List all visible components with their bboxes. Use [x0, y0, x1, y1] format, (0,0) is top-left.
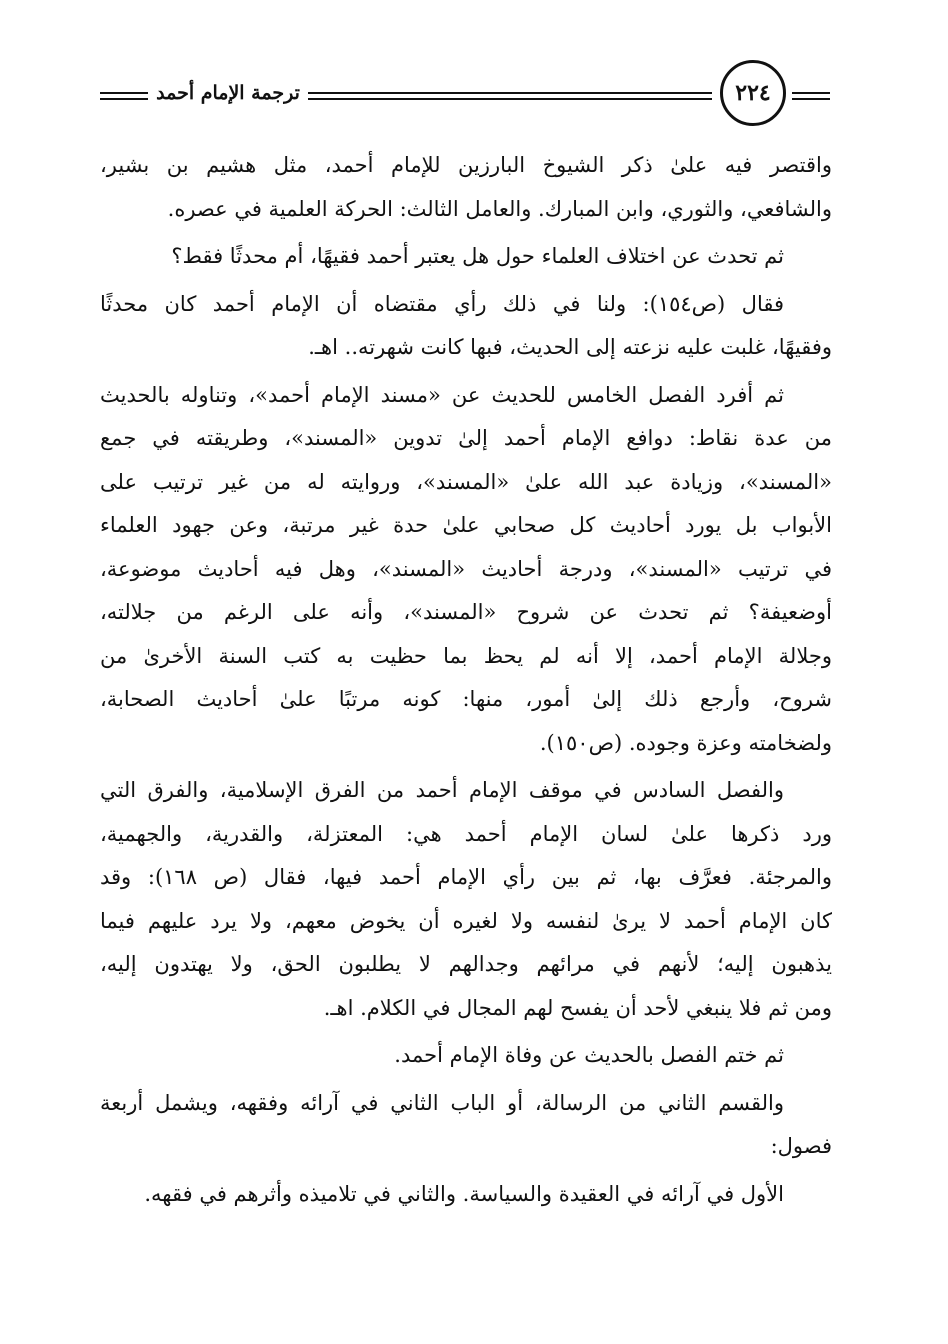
text-line: ولضخامته وعزة وجوده. (ص١٥٠).	[539, 730, 832, 755]
body-text	[100, 144, 832, 1216]
header-rule-middle	[308, 92, 712, 100]
paragraph	[100, 1034, 832, 1078]
page-number: ٢٢٤	[720, 60, 786, 126]
paragraph	[100, 283, 832, 370]
text-line: في ترتيب «المسند»، ودرجة أحاديث «المسند»، وهل فيه أحاديث موضوعة،	[100, 556, 832, 581]
text-line: الأبواب بل يورد أحاديث كل صحابي علىٰ حدة غير مرتبة، وعن جهود العلماء	[100, 513, 832, 537]
paragraph	[100, 374, 832, 766]
text-line: وفقيهًا، غلبت عليه نزعته إلى الحديث، فبها كانت شهرته.. اهـ.	[308, 335, 832, 359]
text-line: فقال (ص١٥٤): ولنا في ذلك رأي مقتضاه أن الإمام أحمد كان محدثًا	[100, 291, 785, 316]
text-line: «المسند»، وزيادة عبد الله علىٰ «المسند»، وروايته له من غير ترتيب على	[100, 469, 832, 494]
text-line: من عدة نقاط: دوافع الإمام أحمد إلىٰ تدوين «المسند»، وطريقته في جمع	[100, 426, 832, 450]
paragraph	[100, 1082, 832, 1169]
text-line: وجلالة الإمام أحمد، إلا أنه لم يحظ بما حظيت به كتب السنة الأخرىٰ من	[100, 643, 832, 668]
paragraph	[100, 1173, 832, 1217]
text-line: ورد ذكرها علىٰ لسان الإمام أحمد هي: المعتزلة، والقدرية، والجهمية،	[100, 821, 832, 846]
header-rule-right	[792, 92, 830, 100]
running-header	[100, 58, 830, 134]
text-line: والمرجئة. فعرَّف بها، ثم بين رأي الإمام أحمد فيها، فقال (ص ١٦٨): وقد	[100, 865, 832, 889]
text-line: أوضعيفة؟ ثم تحدث عن شروح «المسند»، وأنه على الرغم من جلالته،	[100, 600, 832, 624]
text-line: ثم ختم الفصل بالحديث عن وفاة الإمام أحمد.	[394, 1043, 784, 1067]
text-line: يذهبون إليه؛ لأنهم في مرائهم وجدالهم لا يطلبون الحق، ولا يهتدون إليه،	[100, 952, 832, 976]
text-line: ثم تحدث عن اختلاف العلماء حول هل يعتبر أحمد فقيهًا، أم محدثًا فقط؟	[171, 244, 784, 268]
header-rule-left	[100, 92, 148, 100]
text-line: واقتصر فيه علىٰ ذكر الشيوخ البارزين للإمام أحمد، مثل هشيم بن بشير،	[100, 153, 832, 177]
paragraph	[100, 144, 832, 231]
text-line: كان الإمام أحمد لا يرىٰ لنفسه ولا لغيره أن يخوض معهم، ولا يرد عليهم فيما	[100, 908, 832, 933]
text-line: ثم أفرد الفصل الخامس للحديث عن «مسند الإمام أحمد»، وتناوله بالحديث	[100, 382, 784, 407]
text-line: فصول:	[770, 1134, 832, 1158]
text-line: والشافعي، والثوري، وابن المبارك. والعامل الثالث: الحركة العلمية في عصره.	[167, 196, 832, 221]
paragraph	[100, 769, 832, 1030]
text-line: والفصل السادس في موقف الإمام أحمد من الفرق الإسلامية، والفرق التي	[100, 778, 784, 802]
paragraph	[100, 235, 832, 279]
text-line: والقسم الثاني من الرسالة، أو الباب الثاني في آرائه وفقهه، ويشمل أربعة	[100, 1090, 784, 1115]
text-line: شروح، وأرجع ذلك إلىٰ أمور، منها: كونه مرتبًا علىٰ أحاديث الصحابة،	[100, 687, 832, 711]
text-line: ومن ثم فلا ينبغي لأحد أن يفسح لهم المجال في الكلام. اهـ.	[323, 995, 832, 1020]
running-title: ترجمة الإمام أحمد	[156, 82, 300, 104]
text-line: الأول في آرائه في العقيدة والسياسة. والثاني في تلاميذه وأثرهم في فقهه.	[144, 1181, 784, 1206]
